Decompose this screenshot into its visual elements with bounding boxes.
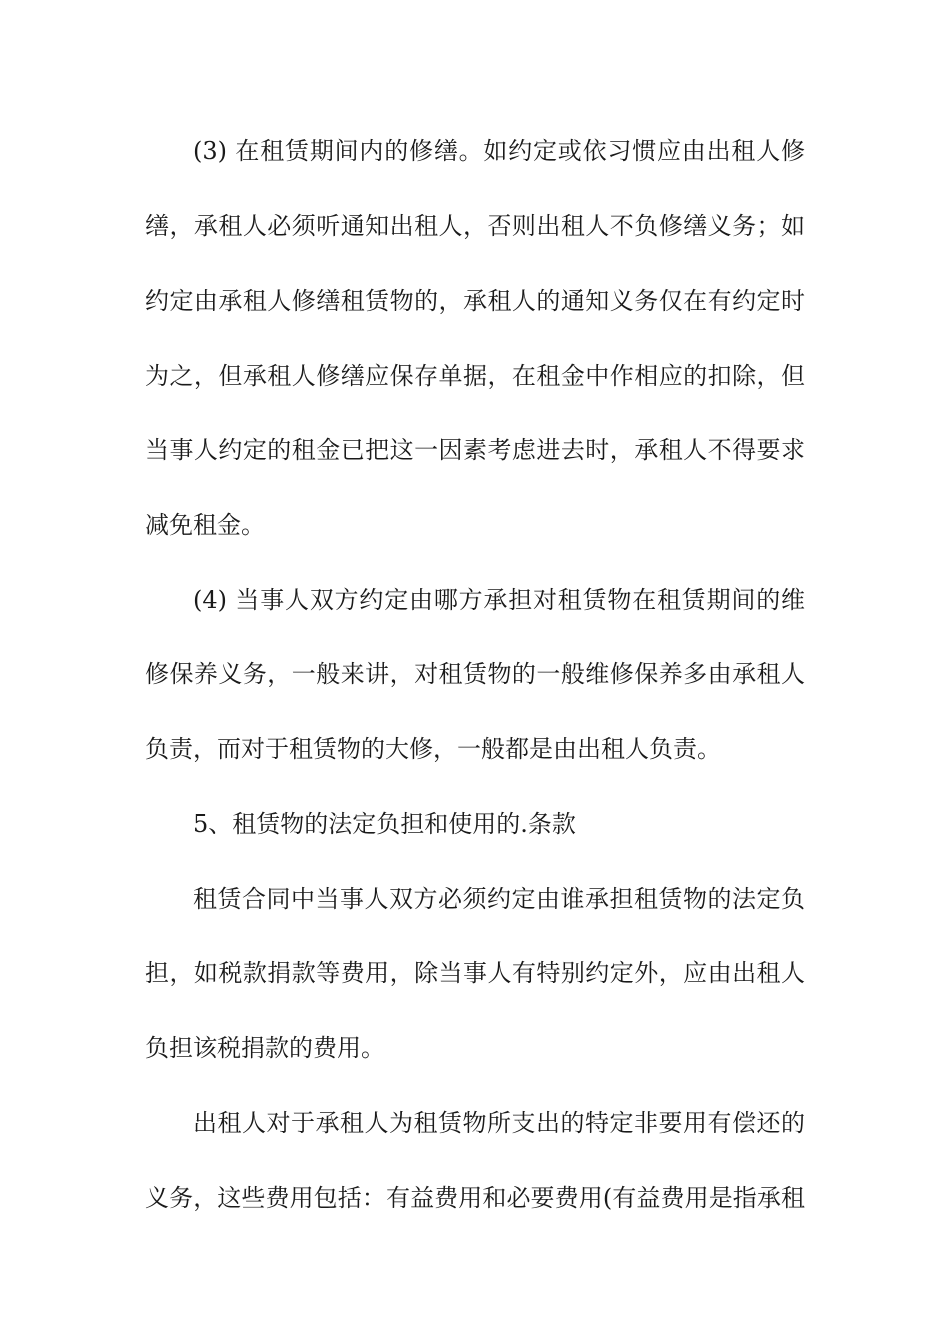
paragraph-burden-line-3: 负担该税捐款的费用。 <box>145 1034 385 1062</box>
paragraph-3-line-3: 约定由承租人修缮租赁物的，承租人的通知义务仅在有约定时 <box>145 287 805 315</box>
paragraph-burden-line-2: 担，如税款捐款等费用，除当事人有特别约定外，应由出租人 <box>145 959 805 987</box>
section-5-heading: 5、租赁物的法定负担和使用的.条款 <box>193 810 576 838</box>
paragraph-3-line-1: (3) 在租赁期间内的修缮。如约定或依习惯应由出租人修 <box>193 137 805 165</box>
paragraph-3-line-6: 减免租金。 <box>145 511 265 539</box>
paragraph-expenses-line-2: 义务，这些费用包括：有益费用和必要费用(有益费用是指承租 <box>145 1184 805 1212</box>
paragraph-4-line-2: 修保养义务，一般来讲，对租赁物的一般维修保养多由承租人 <box>145 660 805 688</box>
paragraph-burden-line-1: 租赁合同中当事人双方必须约定由谁承担租赁物的法定负 <box>193 885 805 913</box>
paragraph-4-line-3: 负责，而对于租赁物的大修，一般都是由出租人负责。 <box>145 735 721 763</box>
paragraph-3-line-2: 缮，承租人必须听通知出租人，否则出租人不负修缮义务；如 <box>145 212 805 240</box>
paragraph-3-line-5: 当事人约定的租金已把这一因素考虑进去时，承租人不得要求 <box>145 436 805 464</box>
paragraph-expenses-line-1: 出租人对于承租人为租赁物所支出的特定非要用有偿还的 <box>193 1109 805 1137</box>
paragraph-4-line-1: (4) 当事人双方约定由哪方承担对租赁物在租赁期间的维 <box>193 586 805 614</box>
paragraph-3-line-4: 为之，但承租人修缮应保存单据，在租金中作相应的扣除，但 <box>145 362 805 390</box>
